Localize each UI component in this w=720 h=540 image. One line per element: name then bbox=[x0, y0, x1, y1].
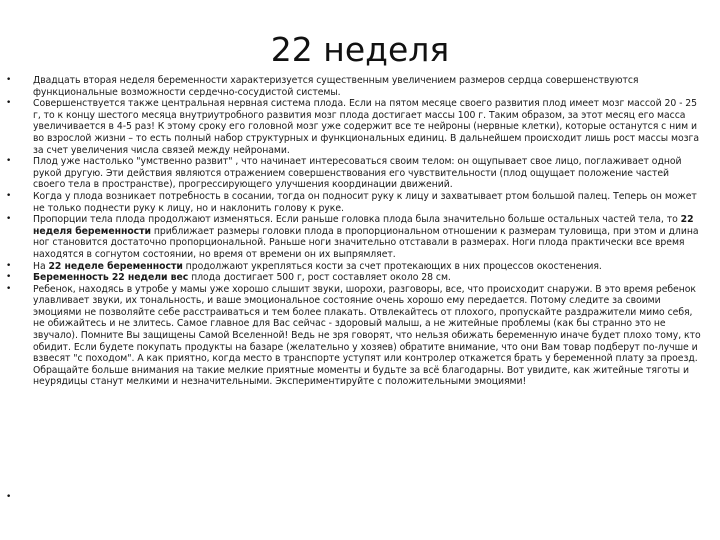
bullet-text: приближает размеры головки плода в пропорциональном отношении к размерам туловища, при этом и длина ног становится достаточно пропорциональной. Раньше ноги значительно отставали в размерах. Ноги плода практически все время находятся в согнутом состоянии, но время от времени он их выпрямляет. bbox=[33, 225, 699, 260]
bullet-text: плода достигает 500 г, рост составляет около 28 см. bbox=[188, 272, 451, 284]
bullet-text: Ребенок, находясь в утробе у мамы уже хорошо слышит звуки, шорохи, разговоры, все, что происходит снаружи. В это время ребенок улавливает звуки, их тональность, и ваше эмоциональное состояние очень хорошо ему передается. Потому следите за своими эмоциями не позволяйте себе расстраиваться и тем более плакать. Отвлекайтесь от плохого, пропускайте раздражители мимо себя, не обижайтесь и не злитесь. Самое главное для Вас сейчас - здоровый малыш, а не житейные проблемы (как бы странно это не звучало). Помните Вы защищены Самой Вселенной! Ведь не зря говорят, что нельзя обижать беременную иначе будет плохо тому, кто обидит. Если будете покупать продукты на базаре (желательно у хозяев) обратите внимание, что они Вам товар подберут по-лучше и взвесят "с походом". А как приятно, когда место в транспорте уступят или контролер откажется брать у беременной плату за проезд. Обращайте больше внимания на такие мелкие приятные моменты и будьте за всё благодарны. Вот увидите, как житейные тяготы и неурядицы станут мелкими и незначительными. Экспериментируйте с положительными эмоциями! bbox=[33, 283, 701, 388]
bullet-text-bold: Беременность 22 недели вес bbox=[33, 272, 189, 284]
bullet-item bbox=[33, 98, 701, 156]
bullet-item bbox=[33, 272, 701, 284]
slide-title: 22 неделя bbox=[270, 30, 450, 69]
bullet-item bbox=[33, 156, 701, 191]
bullet-item bbox=[33, 284, 701, 388]
bullet-text-bold: 22 неделе беременности bbox=[48, 260, 183, 272]
bullet-item bbox=[33, 191, 701, 214]
bullet-item bbox=[33, 492, 701, 504]
bullet-text: Двадцать вторая неделя беременности характеризуется существенным увеличением размеров сердца совершенствуются функциональные возможности сердечно-сосудистой системы. bbox=[33, 75, 639, 98]
bullet-text: Когда у плода возникает потребность в сосании, тогда он подносит руку к лицу и захватывает ртом большой палец. Теперь он может не только поднести руку к лицу, но и наклонить голову к руке. bbox=[33, 190, 697, 214]
bullet-list bbox=[33, 75, 701, 504]
bullet-text: продолжают укрепляться кости за счет протекающих в них процессов окостенения. bbox=[182, 260, 602, 272]
bullet-item bbox=[33, 261, 701, 273]
bullet-text: Совершенствуется также центральная нервная система плода. Если на пятом месяце своего развития плод имеет мозг массой 20 - 25 г, то к концу шестого месяца внутриутробного развития мозг плода достигает массы 100 г. Таким образом, за этот месяц его масса увеличивается в 4-5 раз! К этому сроку его головной мозг уже содержит все те нейроны (нервные клетки), которые останутся с ним и во взрослой жизни – то есть полный набор структурных и функциональных единиц. В дальнейшем происходит лишь рост массы мозга за счет увеличения числа связей между нейронами. bbox=[33, 98, 699, 156]
bullet-item bbox=[33, 214, 701, 260]
bullet-text: Плод уже настолько "умственно развит" , что начинает интересоваться своим телом: он ощупывает свое лицо, поглаживает одной рукой другую. Эти действия являются отражением совершенствования его чувствительности (плод ощущает положение частей своего тела в пространстве), прогрессирующего улучшения координации движений. bbox=[33, 156, 682, 191]
bullet-text: На bbox=[33, 260, 49, 272]
bullet-text-bold: 22 неделя беременности bbox=[33, 214, 694, 237]
bullet-text: Пропорции тела плода продолжают изменяться. Если раньше головка плода была значительно больше остальных частей тела, то bbox=[33, 214, 681, 226]
bullet-item bbox=[33, 75, 701, 98]
